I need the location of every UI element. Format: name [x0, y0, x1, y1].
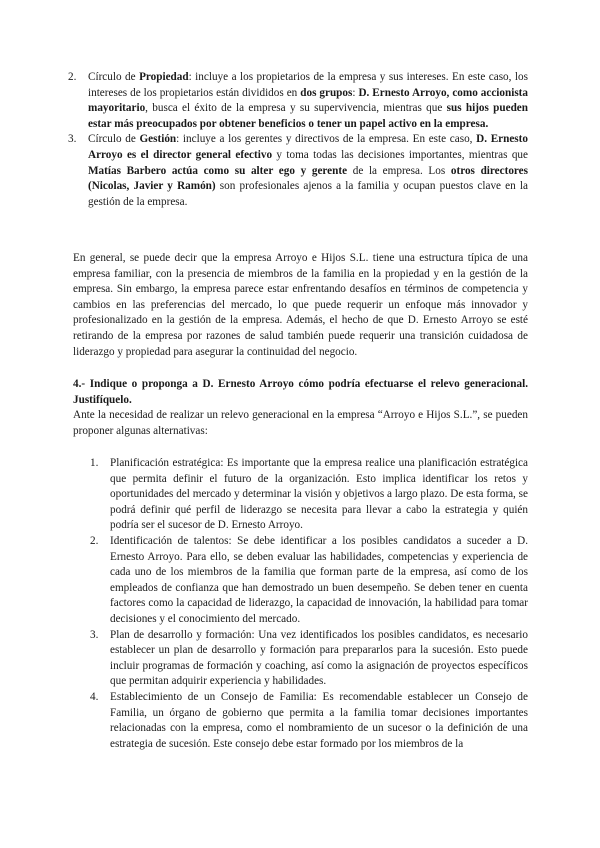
alternative-item	[90, 456, 528, 534]
alternatives-list	[90, 456, 528, 752]
alternative-text: Identificación de talentos: Se debe identificar a los posibles candidatos a suceder a D. Ernesto Arroyo. Para ello, se deben evaluar las habilidades, competencias y experiencia de cada uno de los miembros de la familia que forman parte de la empresa, así como de los empleados de confianza que han demostrado un buen desempeño. Se deben tener en cuenta factores como la capacidad de liderazgo, la capacidad de innovación, la habilidad para tomar decisiones y el conocimiento del mercado.	[110, 534, 528, 625]
list-item-propiedad	[68, 70, 529, 132]
summary-paragraph: En general, se puede decir que la empresa Arroyo e Hijos S.L. tiene una estructura típica de una empresa familiar, con la presencia de miembros de la familia en la propiedad y en la gestión de la empresa. Sin embargo, la empresa parece estar enfrentando desafíos en términos de competencia y cambios en las preferencias del mercado, lo que puede requerir un enfoque más innovador y profesionalizado en la gestión de la empresa. Además, el hecho de que D. Ernesto Arroyo se esté retirando de la empresa por razones de salud también puede requerir una transición cuidadosa de liderazgo y propiedad para asegurar la continuidad del negocio.	[73, 252, 528, 358]
list-number: 3.	[68, 133, 77, 146]
alternative-item	[90, 628, 528, 690]
list-item-text: Círculo de Propiedad: incluye a los propietarios de la empresa y sus intereses. En este caso, los intereses de los propietarios están divididos en dos grupos: D. Ernesto Arroyo, como accionista mayoritario, busca el éxito de la empresa y su supervivencia, mientras que sus hijos pueden estar más preocupados por obtener beneficios o tener un papel activo en la empresa.	[88, 71, 529, 130]
circles-list	[68, 70, 529, 210]
alternative-text: Plan de desarrollo y formación: Una vez identificados los posibles candidatos, es necesario establecer un plan de desarrollo y formación para prepararlos para la sucesión. Esto puede incluir programas de formación y coaching, así como la asignación de proyectos específicos que permitan adquirir experiencia y habilidades.	[110, 628, 528, 688]
question-4-heading: 4.- Indique o proponga a D. Ernesto Arroyo cómo podría efectuarse el relevo generacional. Justifíquelo.	[73, 378, 528, 406]
alternative-item	[90, 690, 528, 752]
list-number: 4.	[90, 690, 99, 703]
alternative-text: Establecimiento de un Consejo de Familia: Es recomendable establecer un Consejo de Familia, un órgano de gobierno que permita a la familia tomar decisiones importantes relacionadas con la empresa, como el nombramiento de un sucesor o la definición de una estrategia de sucesión. Este consejo debe estar formado por los miembros de la	[110, 690, 528, 750]
alternative-text: Planificación estratégica: Es importante que la empresa realice una planificación estratégica que permita definir el futuro de la organización. Esto implica identificar los retos y oportunidades del mercado y determinar la visión y objetivos a largo plazo. De esta forma, se podrá definir qué perfil de liderazgo se necesita para llevar a cabo la estrategia y quién podría ser el sucesor de D. Ernesto Arroyo.	[110, 457, 528, 532]
list-number: 2.	[68, 71, 77, 83]
alternative-item	[90, 534, 528, 628]
list-number: 1.	[90, 457, 99, 469]
list-number: 3.	[90, 628, 99, 641]
list-item-gestion	[68, 132, 528, 210]
list-number: 2.	[90, 534, 99, 547]
list-item-text: Círculo de Gestión: incluye a los gerentes y directivos de la empresa. En este caso, D. Ernesto Arroyo es el director general efectivo y toma todas las decisiones importantes, mientras que Matías Barbero actúa como su alter ego y gerente de la empresa. Los otros directores (Nicolas, Javier y Ramón) son profesionales ajenos a la familia y ocupan puestos clave en la gestión de la empresa.	[88, 133, 528, 208]
question-4-intro: Ante la necesidad de realizar un relevo generacional en la empresa “Arroyo e Hijos S.L.”, se pueden proponer algunas alternativas:	[73, 409, 528, 437]
